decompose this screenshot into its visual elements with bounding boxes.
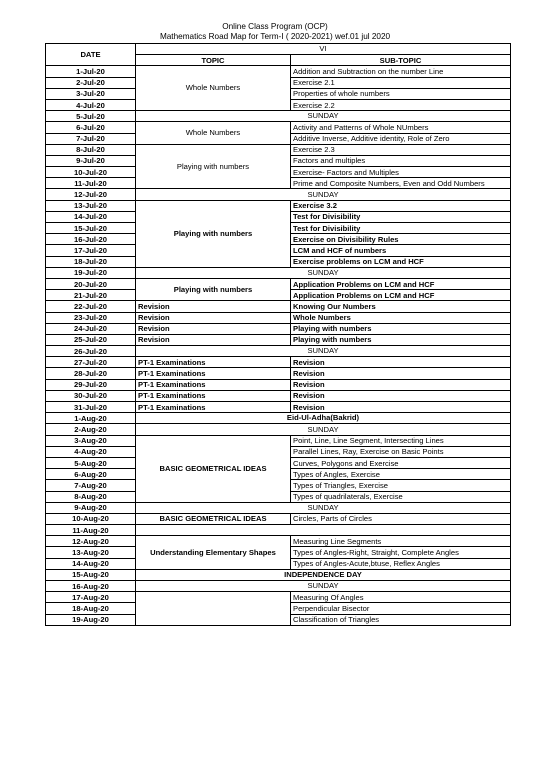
topic-cell: Revision — [136, 334, 291, 345]
subtopic-cell: Exercise 2.3 — [291, 144, 511, 155]
topic-cell: Whole Numbers — [136, 122, 291, 144]
date-cell: 11-Jul-20 — [46, 178, 136, 189]
date-cell: 22-Jul-20 — [46, 301, 136, 312]
date-cell: 13-Aug-20 — [46, 547, 136, 558]
date-cell: 14-Jul-20 — [46, 211, 136, 222]
subtopic-cell: Measuring Of Angles — [291, 592, 511, 603]
subtopic-cell: Exercise 3.2 — [291, 200, 511, 211]
date-cell: 16-Aug-20 — [46, 581, 136, 592]
date-cell: 16-Jul-20 — [46, 234, 136, 245]
sunday-cell: SUNDAY — [136, 189, 511, 200]
sunday-cell: SUNDAY — [136, 581, 511, 592]
page-title: Online Class Program (OCP) — [222, 22, 328, 31]
topic-cell: BASIC GEOMETRICAL IDEAS — [136, 435, 291, 502]
topic-cell: Whole Numbers — [136, 66, 291, 111]
date-cell: 2-Aug-20 — [46, 424, 136, 435]
date-cell: 23-Jul-20 — [46, 312, 136, 323]
subtopic-cell: Knowing Our Numbers — [291, 301, 511, 312]
subtopic-cell: Exercise problems on LCM and HCF — [291, 256, 511, 267]
holiday-cell: Eid-Ul-Adha(Bakrid) — [136, 413, 511, 424]
subtopic-cell: LCM and HCF of numbers — [291, 245, 511, 256]
subtopic-cell: Whole Numbers — [291, 312, 511, 323]
subtopic-cell: Application Problems on LCM and HCF — [291, 278, 511, 289]
subtopic-cell: Point, Line, Line Segment, Intersecting Lines — [291, 435, 511, 446]
holiday-cell: INDEPENDENCE DAY — [136, 569, 511, 580]
date-cell: 8-Aug-20 — [46, 491, 136, 502]
topic-cell: PT-1 Examinations — [136, 357, 291, 368]
header-class: VI — [136, 44, 511, 55]
subtopic-cell: Revision — [291, 390, 511, 401]
date-cell: 9-Aug-20 — [46, 502, 136, 513]
date-cell: 7-Aug-20 — [46, 480, 136, 491]
subtopic-cell: Perpendicular Bisector — [291, 603, 511, 614]
date-cell: 24-Jul-20 — [46, 323, 136, 334]
date-cell: 12-Jul-20 — [46, 189, 136, 200]
date-cell: 17-Aug-20 — [46, 592, 136, 603]
subtopic-cell: Exercise 2.2 — [291, 99, 511, 110]
topic-cell: Playing with numbers — [136, 144, 291, 189]
date-cell: 5-Jul-20 — [46, 111, 136, 122]
date-cell: 1-Aug-20 — [46, 413, 136, 424]
date-cell: 12-Aug-20 — [46, 536, 136, 547]
subtopic-cell: Types of Triangles, Exercise — [291, 480, 511, 491]
subtopic-cell: Playing with numbers — [291, 323, 511, 334]
date-cell: 30-Jul-20 — [46, 390, 136, 401]
date-cell: 13-Jul-20 — [46, 200, 136, 211]
date-cell: 29-Jul-20 — [46, 379, 136, 390]
date-cell: 26-Jul-20 — [46, 346, 136, 357]
sunday-cell: SUNDAY — [136, 111, 511, 122]
header-subtopic: SUB-TOPIC — [291, 55, 511, 66]
subtopic-cell: Activity and Patterns of Whole NUmbers — [291, 122, 511, 133]
subtopic-cell: Exercise- Factors and Multiples — [291, 167, 511, 178]
subtopic-cell: Factors and multiples — [291, 155, 511, 166]
empty-cell — [136, 525, 511, 536]
topic-cell: PT-1 Examinations — [136, 390, 291, 401]
subtopic-cell: Revision — [291, 379, 511, 390]
date-cell: 4-Aug-20 — [46, 446, 136, 457]
date-cell: 3-Jul-20 — [46, 88, 136, 99]
date-cell: 15-Aug-20 — [46, 569, 136, 580]
subtopic-cell: Additive Inverse, Additive identity, Role of Zero — [291, 133, 511, 144]
date-cell: 3-Aug-20 — [46, 435, 136, 446]
date-cell: 2-Jul-20 — [46, 77, 136, 88]
subtopic-cell: Exercise 2.1 — [291, 77, 511, 88]
subtopic-cell: Types of quadrilaterals, Exercise — [291, 491, 511, 502]
subtopic-cell: Parallel Lines, Ray, Exercise on Basic Points — [291, 446, 511, 457]
road-map-table — [45, 43, 511, 626]
date-cell: 17-Jul-20 — [46, 245, 136, 256]
page-subtitle: Mathematics Road Map for Term-I ( 2020-2021) wef.01 jul 2020 — [159, 32, 391, 41]
subtopic-cell: Types of Angles-Acute,btuse, Reflex Angles — [291, 558, 511, 569]
date-cell: 6-Aug-20 — [46, 469, 136, 480]
date-cell: 20-Jul-20 — [46, 278, 136, 289]
date-cell: 18-Aug-20 — [46, 603, 136, 614]
topic-cell: Understanding Elementary Shapes — [136, 536, 291, 570]
subtopic-cell: Revision — [291, 368, 511, 379]
date-cell: 19-Aug-20 — [46, 614, 136, 625]
subtopic-cell: Types of Angles-Right, Straight, Complete Angles — [291, 547, 511, 558]
topic-cell-empty — [136, 592, 291, 626]
date-cell: 4-Jul-20 — [46, 99, 136, 110]
date-cell: 31-Jul-20 — [46, 402, 136, 413]
topic-cell: Playing with numbers — [136, 200, 291, 267]
subtopic-cell: Types of Angles, Exercise — [291, 469, 511, 480]
topic-cell: Playing with numbers — [136, 278, 291, 300]
subtopic-cell: Curves, Polygons and Exercise — [291, 457, 511, 468]
date-cell: 15-Jul-20 — [46, 223, 136, 234]
date-cell: 27-Jul-20 — [46, 357, 136, 368]
date-cell: 19-Jul-20 — [46, 267, 136, 278]
subtopic-cell: Classification of Triangles — [291, 614, 511, 625]
subtopic-cell: Test for Divisibility — [291, 211, 511, 222]
date-cell: 18-Jul-20 — [46, 256, 136, 267]
subtopic-cell: Circles, Parts of Circles — [291, 513, 511, 524]
subtopic-cell: Exercise on Divisibility Rules — [291, 234, 511, 245]
date-cell: 8-Jul-20 — [46, 144, 136, 155]
topic-cell: BASIC GEOMETRICAL IDEAS — [136, 513, 291, 524]
topic-cell: PT-1 Examinations — [136, 368, 291, 379]
topic-cell: PT-1 Examinations — [136, 379, 291, 390]
date-cell: 5-Aug-20 — [46, 457, 136, 468]
sunday-cell: SUNDAY — [136, 267, 511, 278]
date-cell: 7-Jul-20 — [46, 133, 136, 144]
header-date: DATE — [46, 44, 136, 66]
subtopic-cell: Revision — [291, 357, 511, 368]
subtopic-cell: Application Problems on LCM and HCF — [291, 290, 511, 301]
date-cell: 10-Jul-20 — [46, 167, 136, 178]
sunday-cell: SUNDAY — [136, 346, 511, 357]
sunday-cell: SUNDAY — [136, 502, 511, 513]
subtopic-cell: Test for Divisibility — [291, 223, 511, 234]
header-topic: TOPIC — [136, 55, 291, 66]
date-cell: 1-Jul-20 — [46, 66, 136, 77]
date-cell: 25-Jul-20 — [46, 334, 136, 345]
subtopic-cell: Addition and Subtraction on the number Line — [291, 66, 511, 77]
topic-cell: Revision — [136, 301, 291, 312]
subtopic-cell: Revision — [291, 402, 511, 413]
subtopic-cell: Properties of whole numbers — [291, 88, 511, 99]
date-cell: 11-Aug-20 — [46, 525, 136, 536]
date-cell: 21-Jul-20 — [46, 290, 136, 301]
topic-cell: Revision — [136, 312, 291, 323]
subtopic-cell: Prime and Composite Numbers, Even and Odd Numbers — [291, 178, 511, 189]
topic-cell: Revision — [136, 323, 291, 334]
subtopic-cell: Playing with numbers — [291, 334, 511, 345]
date-cell: 10-Aug-20 — [46, 513, 136, 524]
sunday-cell: SUNDAY — [136, 424, 511, 435]
date-cell: 6-Jul-20 — [46, 122, 136, 133]
date-cell: 14-Aug-20 — [46, 558, 136, 569]
subtopic-cell: Measuring Line Segments — [291, 536, 511, 547]
date-cell: 9-Jul-20 — [46, 155, 136, 166]
date-cell: 28-Jul-20 — [46, 368, 136, 379]
topic-cell: PT-1 Examinations — [136, 402, 291, 413]
